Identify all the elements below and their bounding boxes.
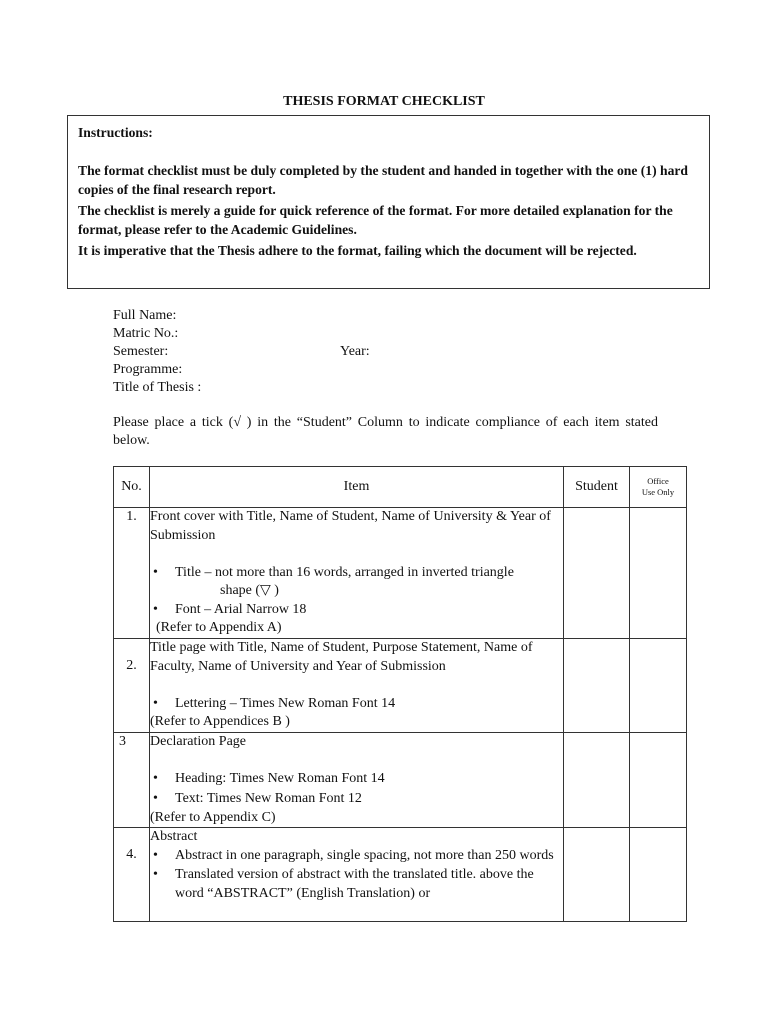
matric-no-label: Matric No.: [113,326,179,341]
row-number: 2. [114,639,150,733]
office-use-cell [630,732,687,828]
item-title: Front cover with Title, Name of Student, Name of University & Year of Submission [150,509,551,543]
student-details [113,307,370,397]
bullet-text: Lettering – Times New Roman Font 14 [175,695,396,711]
instructions-paragraph: The checklist is merely a guide for quick reference of the format. For more detailed explanation for the format, please refer to the Academic Guidelines. [78,203,673,237]
office-use-cell [630,828,687,922]
table-row [114,508,687,639]
bullet-text: Abstract in one paragraph, single spacing, not more than 250 words [175,847,554,863]
bullet-text: Heading: Times New Roman Font 14 [175,770,385,786]
instructions-box [67,115,710,289]
item-bullet [150,790,563,809]
bullet-text: Title – not more than 16 words, arranged in inverted triangle [175,564,514,580]
item-reference: (Refer to Appendices B ) [150,714,290,729]
office-use-cell [630,508,687,639]
item-bullet [150,564,563,583]
item-reference: (Refer to Appendix A) [156,620,282,635]
item-bullet [150,695,563,714]
student-check-cell[interactable] [564,639,630,733]
full-name-label: Full Name: [113,308,177,323]
page-title: THESIS FORMAT CHECKLIST [283,94,485,109]
header-office-line: Office [647,476,669,486]
student-check-cell[interactable] [564,828,630,922]
item-bullet [150,866,563,903]
student-check-cell[interactable] [564,732,630,828]
header-office-line: Use Only [641,487,675,497]
item-bullet [150,770,563,789]
bullet-text: Font – Arial Narrow 18 [175,601,307,617]
row-item [150,639,564,733]
instructions-heading: Instructions: [78,125,153,140]
row-item [150,732,564,828]
item-bullet [150,847,563,866]
row-number: 1. [114,508,150,639]
item-reference: (Refer to Appendix C) [150,809,276,825]
table-header-row [114,467,687,508]
instructions-paragraph: The format checklist must be duly completed by the student and handed in together with the one (1) hard copies of the final research report. [78,163,688,197]
semester-label: Semester: [113,344,169,359]
item-bullet [150,601,563,620]
bullet-text: Translated version of abstract with the translated title. above the word “ABSTRACT” (English Translation) or [175,867,534,901]
row-item [150,828,564,922]
bullet-continuation: shape (▽ ) [220,583,279,598]
student-check-cell[interactable] [564,508,630,639]
row-number: 4. [114,828,150,922]
checklist-table [113,466,687,922]
bullet-text: Text: Times New Roman Font 12 [175,791,362,806]
item-title: Title page with Title, Name of Student, Purpose Statement, Name of Faculty, Name of University and Year of Submission [150,640,533,674]
table-row [114,828,687,922]
header-item: Item [150,467,564,508]
item-title: Abstract [150,829,198,844]
table-row [114,639,687,733]
programme-label: Programme: [113,362,183,377]
office-use-cell [630,639,687,733]
item-title: Declaration Page [150,733,247,749]
tick-instruction: Please place a tick (√ ) in the “Student” Column to indicate compliance of each item stated below. [113,415,658,448]
header-office-use [630,467,687,508]
thesis-title-label: Title of Thesis : [113,380,202,395]
year-label: Year: [340,344,370,359]
instructions-paragraph: It is imperative that the Thesis adhere to the format, failing which the document will be rejected. [78,243,637,258]
table-row [114,732,687,828]
row-number: 3 [114,732,150,828]
header-student: Student [564,467,630,508]
header-no: No. [114,467,150,508]
row-item [150,508,564,639]
